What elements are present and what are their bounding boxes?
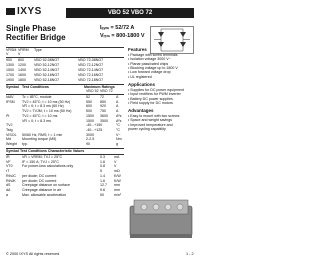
parts-table-cell: 1700 xyxy=(6,73,14,77)
parts-table-cell: VBO 72-16NO7 xyxy=(78,73,104,77)
module-photo xyxy=(128,188,194,244)
parts-header-vrrm: VRRM xyxy=(18,48,29,52)
ratings-header-vbo72: VBO 72 xyxy=(100,89,113,93)
parts-table-cell: VBO 72-18NO7 xyxy=(78,78,104,82)
parts-table-cell: VBO 52-12NO7 xyxy=(34,63,60,67)
ratings-header-max: Maximum Ratings xyxy=(84,85,115,89)
feature-item: • Isolation voltage 3000 V~ xyxy=(128,57,171,62)
parts-table-cell: 1200 xyxy=(18,63,26,67)
char-table-cell: VT0 xyxy=(6,164,13,169)
advantage-item: • Space and weight savings xyxy=(128,118,173,123)
ratings-table-cell: Mounting torque (M5) xyxy=(22,137,57,142)
ratings-table-cell: 52 xyxy=(86,95,90,99)
char-table-cell: mm xyxy=(114,187,120,192)
page-number: 1 - 2 xyxy=(186,252,194,256)
char-table-cell: 1.6 xyxy=(100,178,105,183)
ratings-table-cell: I²t xyxy=(6,113,10,118)
char-table-cell: dA xyxy=(6,187,11,192)
char-table-cell: For power-loss calculations only xyxy=(22,164,74,169)
ratings-table-cell: Nm xyxy=(116,137,122,142)
char-table-cell: 1.6 xyxy=(100,159,105,164)
char-table-cell: VR = VRRM; TVJ = 25°C xyxy=(22,155,63,159)
parts-table-cell: 1600 xyxy=(18,73,26,77)
parts-table-cell: 1400 xyxy=(18,68,26,72)
ratings-table-cell: VR = 0; t = 8.3 ms xyxy=(22,118,51,123)
ratings-table-cell: 3500 xyxy=(100,118,108,123)
parts-table-cell: 1500 xyxy=(6,68,14,72)
char-table-cell: Creepage distance in air xyxy=(22,187,61,192)
char-table-cell: m/s² xyxy=(114,192,121,197)
char-table-cell: 1.4 xyxy=(100,173,105,178)
char-table-cell: rT xyxy=(6,169,10,174)
applications-title: Applications xyxy=(128,82,156,87)
ratings-table-cell: -40...+125 xyxy=(86,127,103,132)
ixys-logo-text: IXYS xyxy=(17,6,42,17)
char-table-cell: mA xyxy=(114,155,120,159)
ratings-table-cell: 90 xyxy=(86,142,90,146)
ratings-table-cell: IdAV xyxy=(6,95,14,99)
feature-item: • Planar passivated chips xyxy=(128,61,169,66)
ratings-table-cell: typ. xyxy=(22,142,28,146)
application-item: • Input rectifiers for PWM inverter xyxy=(128,92,181,97)
char-table-cell: per diode; DC current xyxy=(22,178,57,183)
char-table-cell: mΩ xyxy=(114,169,120,174)
ratings-table-cell: A xyxy=(116,95,119,99)
parts-table-cell: VBO 72-12NO7 xyxy=(78,63,104,67)
ratings-table-cell: 3000 xyxy=(86,132,94,137)
ratings-table-cell: 1500 xyxy=(86,118,94,123)
char-table-cell: K/W xyxy=(114,178,121,183)
parts-table-cell: VBO 52-14NO7 xyxy=(34,68,60,72)
features-title: Features xyxy=(128,47,147,52)
parts-table-cell: VBO 72-14NO7 xyxy=(78,68,104,72)
parts-header-vrsm: VRSM xyxy=(6,48,17,52)
char-table-cell: VF xyxy=(6,159,11,164)
ratings-table-cell: A²s xyxy=(116,118,122,123)
char-table-cell: 12.7 xyxy=(100,183,107,188)
parts-unit-vrsm: V xyxy=(6,52,9,56)
advantages-title: Advantages xyxy=(128,108,154,113)
parts-unit-vrrm: V xyxy=(18,52,21,56)
ratings-table-cell: 72 xyxy=(100,95,104,99)
ratings-table-cell: IFSM xyxy=(6,99,15,104)
parts-table-cell: 900 xyxy=(6,58,12,62)
char-table-cell: V xyxy=(114,164,117,169)
header-part-numbers: VBO 52 VBO 72 xyxy=(107,10,153,16)
ratings-table-cell: °C xyxy=(116,127,121,132)
parts-table-cell: 1800 xyxy=(18,78,26,82)
application-item: • Field supply for DC motors xyxy=(128,100,173,105)
char-table-header: Symbol Test Conditions Characteristic Values xyxy=(6,149,85,153)
parts-header-type: Type xyxy=(34,48,42,52)
char-table-cell: a xyxy=(6,192,8,197)
title-line-1: Single Phase xyxy=(6,24,56,33)
ratings-table-cell: 920 xyxy=(100,104,106,109)
ratings-header-conditions: Test Conditions xyxy=(22,85,49,89)
ratings-header-symbol: Symbol xyxy=(6,85,19,89)
parts-table-cell: VBO 52-08NO7 xyxy=(34,58,60,62)
ratings-table-cell: Weight xyxy=(6,142,18,146)
ratings-table-cell: A xyxy=(116,99,119,104)
ratings-table-cell: TVJ xyxy=(6,123,13,128)
char-table-cell: RthJK xyxy=(6,178,16,183)
ratings-table-cell: TVJ = 45°C; t = 10 ms (50 Hz) xyxy=(22,99,71,104)
char-table-cell: dS xyxy=(6,183,11,188)
ratings-table-cell: Tc = 85°C, module xyxy=(22,95,52,99)
feature-item: • Low forward voltage drop xyxy=(128,70,171,75)
feature-item: • UL registered xyxy=(128,74,152,79)
ratings-table-cell: TVJ = TVJM; t = 10 ms (50 Hz) xyxy=(22,109,72,114)
ratings-table-cell: °C xyxy=(116,123,121,128)
ixys-logo-mark xyxy=(6,8,15,15)
char-table-cell: Creepage distance on surface xyxy=(22,183,70,188)
ratings-table-cell: A xyxy=(116,104,119,109)
ratings-table-cell: Tstg xyxy=(6,127,13,132)
ratings-table-cell: VISOL xyxy=(6,132,17,137)
parts-table-cell: VBO 52-18NO7 xyxy=(34,78,60,82)
advantage-item: • Easy to mount with two screws xyxy=(128,114,180,118)
char-table-cell: K/W xyxy=(114,173,121,178)
ratings-table-cell: Md xyxy=(6,137,11,142)
char-table-cell: V xyxy=(114,159,117,164)
ratings-table-cell: 3600 xyxy=(100,113,108,118)
ratings-table-cell: TVJ = 45°C; t = 10 ms xyxy=(22,113,58,118)
ratings-table-cell: 500 xyxy=(86,109,92,114)
title-line-2: Rectifier Bridge xyxy=(6,33,66,42)
ratings-table-cell: 1500 xyxy=(86,113,94,118)
advantage-item: power cycling capability xyxy=(128,126,166,131)
spec-voltage: Vᵣᵣₘ = 800-1800 V xyxy=(100,33,145,39)
feature-item: • Package with screw terminals xyxy=(128,53,178,57)
footer-copyright: © 2000 IXYS All rights reserved xyxy=(6,252,60,256)
ratings-header-vbo52: VBO 52 xyxy=(86,89,99,93)
ratings-table-cell: 50/60 Hz, RMS; t = 1 min xyxy=(22,132,63,137)
char-table-cell: IF = 150 A; TVJ = 25°C xyxy=(22,159,59,164)
char-table-cell: 5 xyxy=(100,169,102,174)
char-table-cell: Max. allowable acceleration xyxy=(22,192,67,197)
ratings-table-cell: V~ xyxy=(116,132,121,137)
char-table-cell: 9.6 xyxy=(100,187,105,192)
advantage-item: • Improved temperature and xyxy=(128,122,173,127)
spec-current: Iₐᵥₘ = 52/72 A xyxy=(100,25,135,31)
char-table-cell: IR xyxy=(6,155,10,159)
application-item: • Battery DC power supplies xyxy=(128,96,173,101)
ratings-table-cell: 600 xyxy=(86,104,92,109)
char-table-cell: per diode; DC current xyxy=(22,173,57,178)
ratings-table-cell: 750 xyxy=(100,109,106,114)
header-bar xyxy=(66,8,194,18)
ratings-table-cell: A²s xyxy=(116,113,122,118)
char-table-cell: 0.3 xyxy=(100,155,105,159)
char-table-cell: RthJC xyxy=(6,173,16,178)
ratings-table-cell: A xyxy=(116,109,119,114)
application-item: • Supplies for DC power equipment xyxy=(128,88,184,92)
parts-table-cell: 1900 xyxy=(6,78,14,82)
ratings-table-cell: 2-2.5 xyxy=(86,137,95,142)
ratings-table-cell: -40...+150 xyxy=(86,123,103,128)
parts-table-cell: 800 xyxy=(18,58,24,62)
parts-table-cell: 1300 xyxy=(6,63,14,67)
char-table-cell: mm xyxy=(114,183,120,188)
parts-table-cell: VBO 72-08NO7 xyxy=(78,58,104,62)
parts-table-cell: VBO 52-16NO7 xyxy=(34,73,60,77)
bridge-schematic xyxy=(150,26,194,54)
feature-item: • Blocking voltage up to 1800 V xyxy=(128,65,178,70)
ratings-table-cell: 850 xyxy=(100,99,106,104)
char-table-cell: 0.8 xyxy=(100,164,105,169)
char-table-cell: 50 xyxy=(100,192,104,197)
ratings-table-cell: g xyxy=(116,142,118,146)
ratings-table-cell: 550 xyxy=(86,99,92,104)
ratings-table-cell: VR = 0; t = 8.3 ms (60 Hz) xyxy=(22,104,64,109)
